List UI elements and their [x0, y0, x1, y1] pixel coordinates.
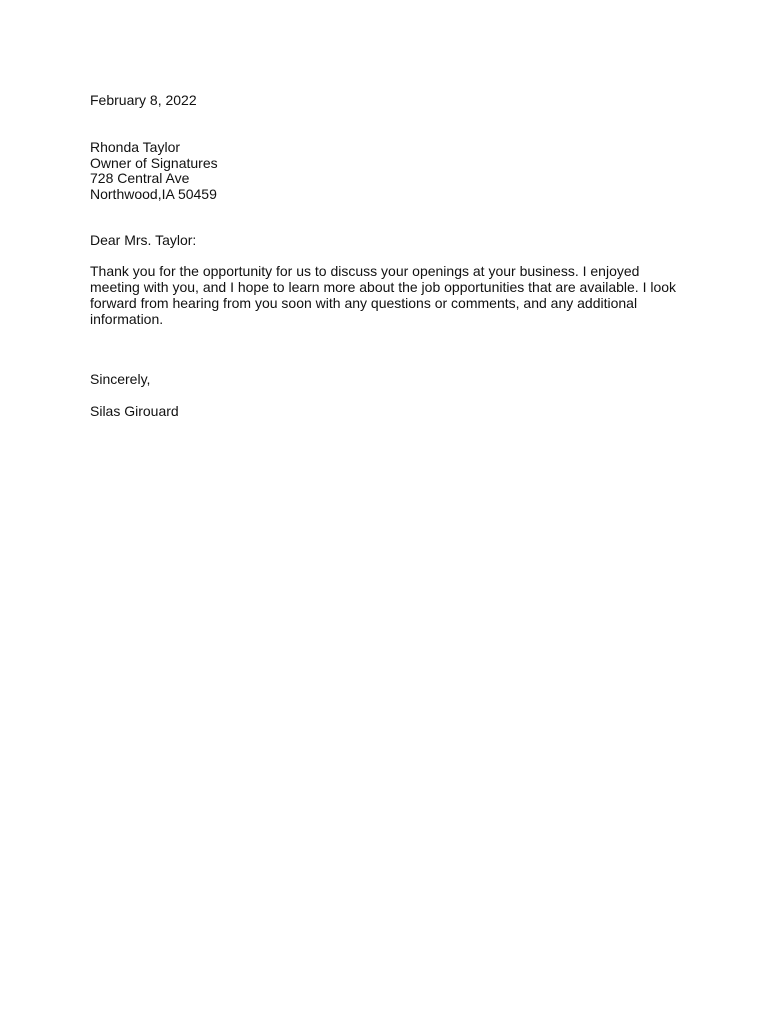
letter-date: February 8, 2022	[90, 92, 197, 108]
signature-name: Silas Girouard	[90, 403, 179, 419]
closing: Sincerely,	[90, 371, 151, 387]
recipient-title: Owner of Signatures	[90, 155, 218, 171]
recipient-city-state-zip: Northwood,IA 50459	[90, 186, 217, 202]
recipient-name: Rhonda Taylor	[90, 139, 181, 155]
letter-body: Thank you for the opportunity for us to discuss your openings at your business. I enjoyed meeting with you, and I hope to learn more about the job opportunities that are available. I look forward from hearing from you soon with any questions or comments, and any additional information.	[90, 263, 677, 327]
salutation: Dear Mrs. Taylor:	[90, 232, 197, 248]
recipient-street: 728 Central Ave	[90, 170, 190, 186]
